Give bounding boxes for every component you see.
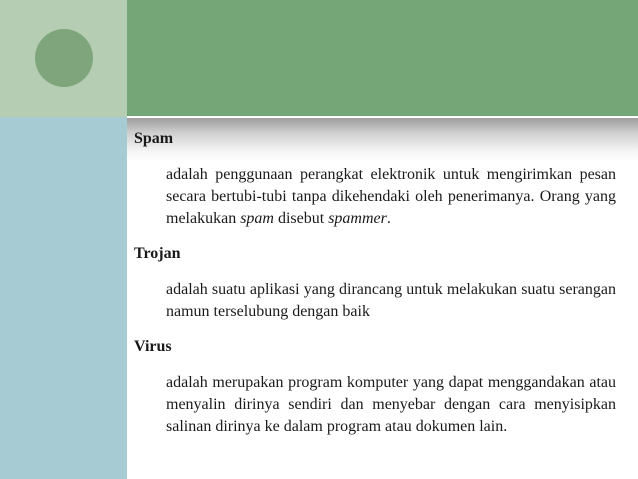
definition-spam: [166, 164, 616, 230]
slide-content: [134, 128, 616, 451]
definition-virus: adalah merupakan program komputer yang dapat menggandakan atau menyalin dirinya sendiri dan menyebar dengan cara menyisipkan salinan dirinya ke dalam program atau dokumen lain.: [166, 374, 616, 435]
term-virus: Virus: [134, 338, 172, 355]
definition-trojan: adalah suatu aplikasi yang dirancang untuk melakukan suatu serangan namun terselubung dengan baik: [166, 281, 616, 320]
left-side-panel: [0, 117, 127, 479]
term-trojan: Trojan: [134, 245, 181, 262]
definition-spam-em-spammer: spammer: [328, 210, 387, 227]
definition-spam-text-mid: disebut: [273, 210, 329, 227]
term-spam: Spam: [134, 130, 174, 147]
definition-spam-text-end: .: [386, 210, 391, 227]
definition-spam-em-spam: spam: [240, 210, 274, 227]
definition-spam-text: adalah penggunaan perangkat elektronik untuk mengirimkan pesan secara bertubi-tubi tanpa dikehendaki oleh penerimanya. Orang yang melakukan: [166, 166, 616, 227]
header-bar: [127, 0, 638, 117]
header-divider: [127, 116, 638, 118]
decorative-circle: [35, 29, 93, 87]
left-top-panel: [0, 0, 127, 117]
